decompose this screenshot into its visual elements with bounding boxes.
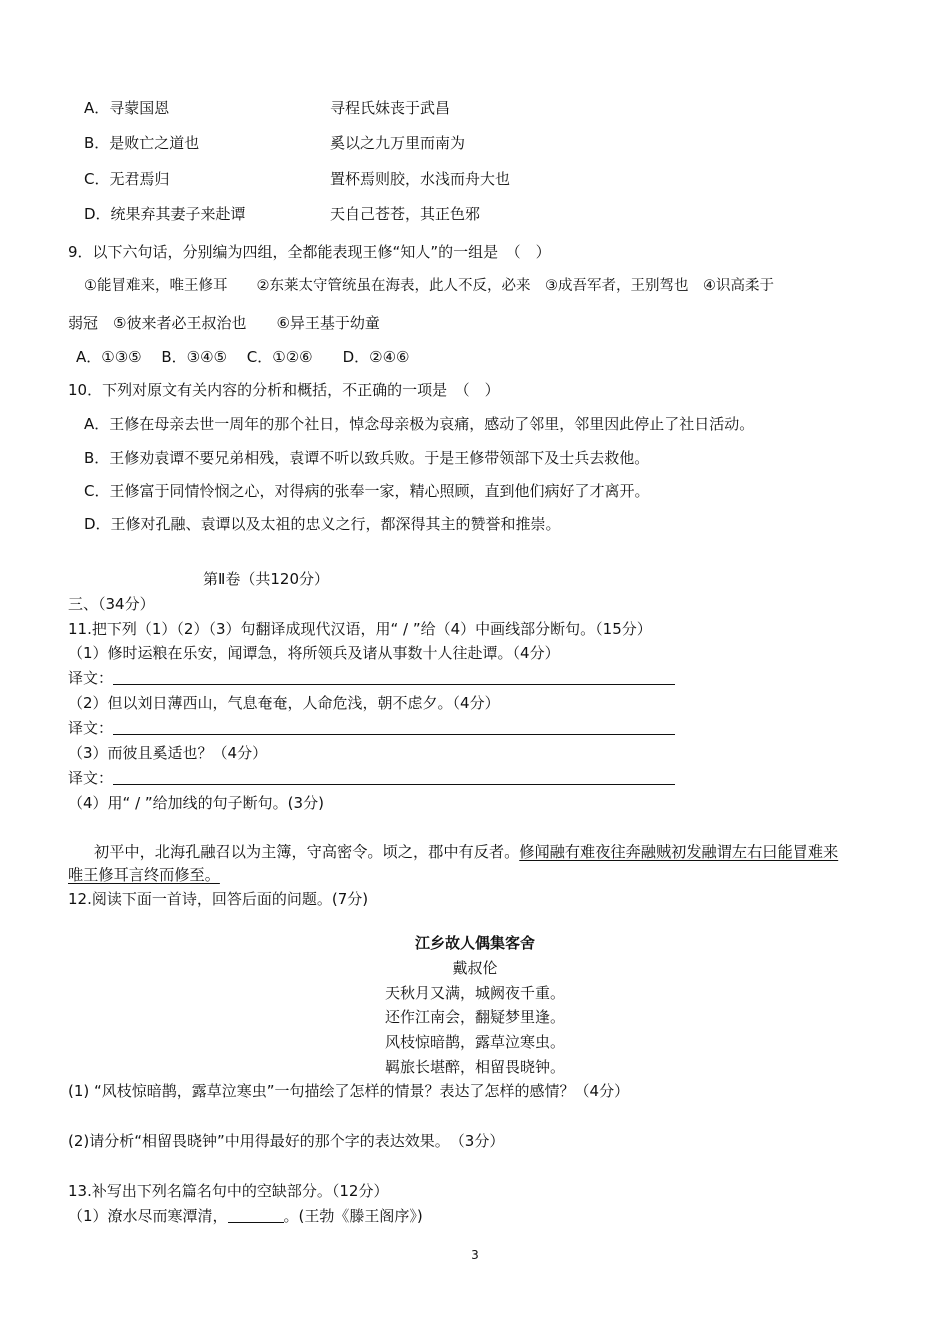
page-number: 3 <box>471 1248 479 1262</box>
q8-option-a-right: 寻程氏妹丧于武昌 <box>330 99 451 117</box>
poem-line-3: 风枝惊暗鹊，露草泣寒虫。 <box>384 1033 565 1051</box>
q11-answer-line-2 <box>68 718 675 738</box>
q10-option-c: C．王修富于同情怜悯之心，对得病的张奉一家，精心照顾，直到他们病好了才离开。 <box>84 482 650 500</box>
passage-underlined-text-1: 修闻融有难夜往奔融贼初发融谓左右曰能冒难来 <box>519 843 839 861</box>
q10-option-b: B．王修劝袁谭不要兄弟相残，袁谭不听以致兵败。于是王修带领部下及士兵去救他。 <box>84 449 650 467</box>
section-three-heading: 三、（34分） <box>68 595 155 613</box>
passage-plain-text: 初平中，北海孔融召以为主簿，守高密令。顷之，郡中有反者。 <box>94 843 520 861</box>
part2-title: 第Ⅱ卷（共120分） <box>203 570 330 588</box>
q9-stem: 9．以下六句话，分别编为四组，全都能表现王修“知人”的一组是 （ ） <box>68 243 551 261</box>
translation-label: 译文： <box>68 669 114 687</box>
poem-author: 戴叔伦 <box>452 959 498 977</box>
q8-option-c-right: 置杯焉则胶，水浅而舟大也 <box>330 170 511 188</box>
q12-sub-question-2: (2)请分析“相留畏晓钟”中用得最好的那个字的表达效果。 （3分） <box>68 1132 505 1150</box>
translation-label: 译文： <box>68 719 114 737</box>
answer-blank-1[interactable] <box>113 668 675 685</box>
q9-sentences-line2: 弱冠 ⑤彼来者必王叔治也 ⑥异王基于幼童 <box>68 314 380 332</box>
poem-line-2: 还作江南会，翻疑梦里逢。 <box>384 1008 565 1026</box>
q10-option-a: A．王修在母亲去世一周年的那个社日，悼念母亲极为哀痛，感动了邻里，邻里因此停止了社日活动。 <box>84 415 755 433</box>
q8-option-b-right: 奚以之九万里而南为 <box>330 134 466 152</box>
q13-item-1-suffix: 。(王勃《滕王阁序》) <box>283 1207 423 1225</box>
q8-option-c-left: C．无君焉归 <box>84 170 170 188</box>
q11-stem: 11.把下列（1）（2）（3）句翻译成现代汉语，用“ / ”给（4）中画线部分断句。（15分） <box>68 620 652 638</box>
q10-stem: 10．下列对原文有关内容的分析和概括，不正确的一项是 （ ） <box>68 381 500 399</box>
q11-sentence-2: （2）但以刘日薄西山，气息奄奄，人命危浅，朝不虑夕。（4分） <box>68 694 500 712</box>
q9-choices: A．①③⑤ B．③④⑤ C．①②⑥ D．②④⑥ <box>76 348 410 366</box>
passage-underlined-text-2: 唯王修耳言终而修至。 <box>68 866 220 884</box>
q11-sentence-3: （3）而彼且奚适也？（4分） <box>68 744 268 762</box>
q8-option-d-left: D．统果弃其妻子来赴谭 <box>84 205 246 223</box>
q8-option-a-left: A．寻蒙国恩 <box>84 99 170 117</box>
q8-option-d-right: 天自己苍苍，其正色邪 <box>330 205 481 223</box>
q9-sentences-line1: ①能冒难来，唯王修耳 ②东莱太守管统虽在海表，此人不反，必来 ③成吾军者，王别驾也 ④识高柔于 <box>84 278 774 294</box>
q11-answer-line-1 <box>68 668 675 688</box>
q11-answer-line-3 <box>68 768 675 788</box>
q13-item-1-blank[interactable] <box>228 1206 284 1223</box>
answer-blank-3[interactable] <box>113 768 675 785</box>
q12-stem: 12.阅读下面一首诗，回答后面的问题。(7分) <box>68 890 369 908</box>
passage-line-2 <box>68 865 220 885</box>
poem-line-4: 羁旅长堪醉，相留畏晓钟。 <box>384 1058 565 1076</box>
q13-item-1-prefix: （1）潦水尽而寒潭清， <box>68 1207 228 1225</box>
q11-sentence-4: （4）用“ / ”给加线的句子断句。(3分) <box>68 794 324 812</box>
poem-title: 江乡故人偶集客舍 <box>414 934 535 952</box>
passage-line-1 <box>94 842 838 862</box>
answer-blank-2[interactable] <box>113 718 675 735</box>
q12-sub-question-1: (1) “风枝惊暗鹊，露草泣寒虫”一句描绘了怎样的情景？表达了怎样的感情？（4分） <box>68 1082 630 1100</box>
q13-stem: 13.补写出下列名篇名句中的空缺部分。（12分） <box>68 1182 389 1200</box>
q10-option-d: D．王修对孔融、袁谭以及太祖的忠义之行，都深得其主的赞誉和推崇。 <box>84 515 561 533</box>
q11-sentence-1: （1）修时运粮在乐安，闻谭急，将所领兵及诸从事数十人往赴谭。（4分） <box>68 644 560 662</box>
q13-item-1 <box>68 1206 423 1226</box>
poem-line-1: 天秋月又满，城阙夜千重。 <box>384 984 565 1002</box>
q8-option-b-left: B．是败亡之道也 <box>84 134 200 152</box>
translation-label: 译文： <box>68 769 114 787</box>
